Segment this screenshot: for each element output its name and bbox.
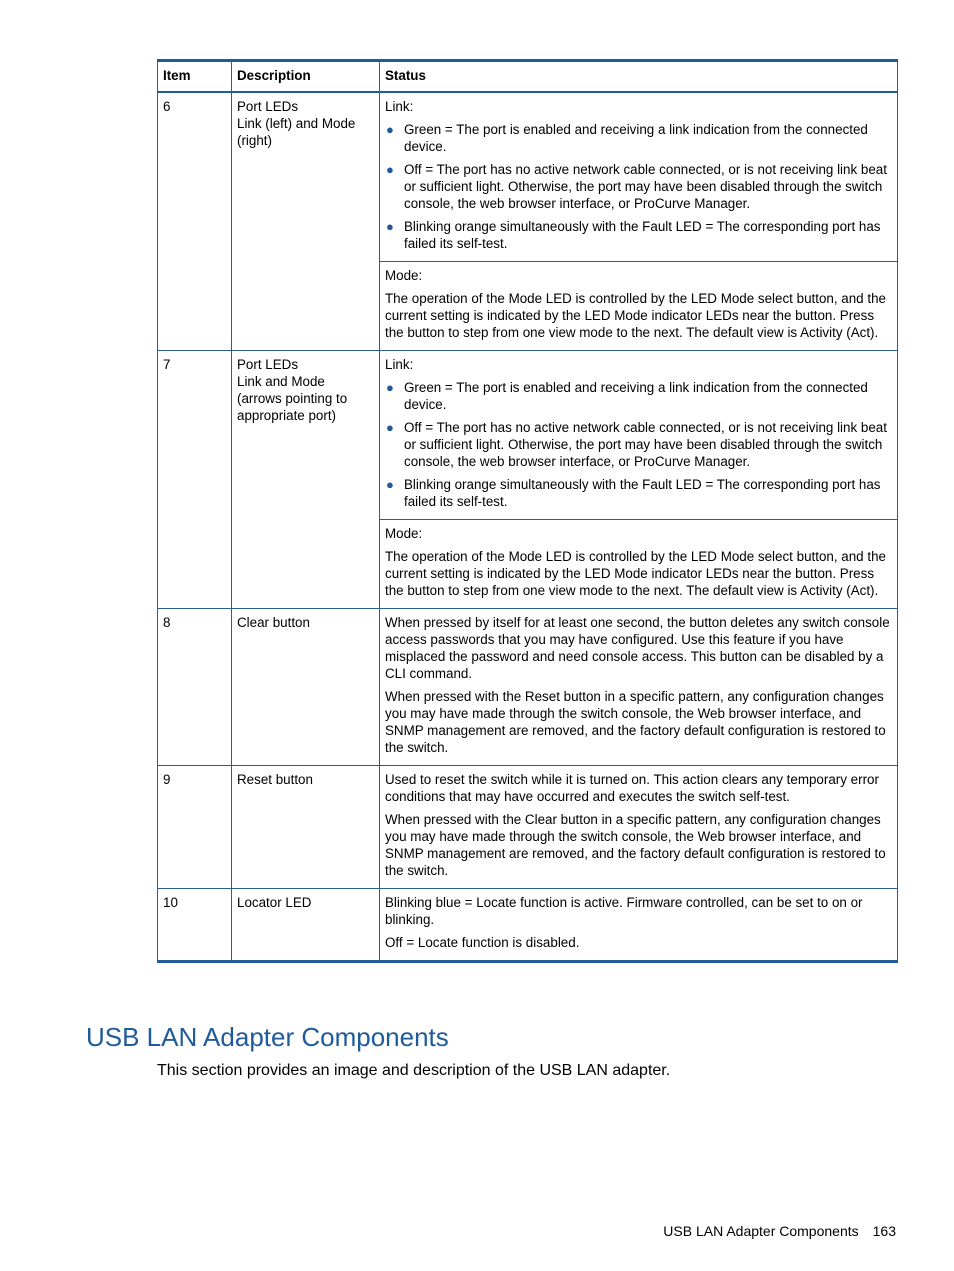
description-line: (right) [237, 133, 272, 148]
item-description [232, 609, 380, 766]
table-row-item-10 [158, 889, 898, 962]
description-line: Locator LED [237, 895, 312, 910]
status-cell [380, 889, 898, 962]
mode-label: Mode: [385, 526, 423, 541]
bullet-icon: ● [386, 162, 394, 177]
bullet-text: Blinking orange simultaneously with the Fault LED = The corresponding port has failed its self-test. [404, 219, 881, 251]
list-item [385, 419, 891, 470]
header-description: Description [232, 61, 380, 93]
item-number: 8 [158, 609, 232, 766]
list-item [385, 476, 891, 510]
item-number: 6 [158, 92, 232, 351]
bullet-icon: ● [386, 420, 394, 435]
item-description [232, 351, 380, 609]
section-heading: USB LAN Adapter Components [86, 1022, 449, 1052]
link-bullet-list [385, 379, 891, 510]
status-link-cell [380, 351, 898, 520]
bullet-icon: ● [386, 477, 394, 492]
description-line: (arrows pointing to [237, 391, 348, 406]
list-item [385, 161, 891, 212]
item-number: 7 [158, 351, 232, 609]
status-cell [380, 766, 898, 889]
description-line: Link (left) and Mode [237, 116, 356, 131]
section-intro: This section provides an image and description of the USB LAN adapter. [157, 1062, 671, 1079]
item-description [232, 766, 380, 889]
status-paragraph: When pressed with the Clear button in a specific pattern, any configuration changes you may have made through the switch console, the Web browser interface, and SNMP management are removed, and the factory default configuration is restored to the switch. [385, 812, 886, 878]
status-paragraph: Blinking blue = Locate function is active. Firmware controlled, can be set to on or blinking. [385, 895, 863, 927]
description-line: Link and Mode [237, 374, 325, 389]
header-item: Item [158, 61, 232, 93]
table-row-item-7-link [158, 351, 898, 520]
mode-text: The operation of the Mode LED is controlled by the LED Mode select button, and the current setting is indicated by the LED Mode indicator LEDs near the button. Press the button to step from one view mode to the next. The default view is Activity (Act). [385, 549, 886, 598]
description-line: Reset button [237, 772, 313, 787]
description-line: Port LEDs [237, 357, 299, 372]
footer-title: USB LAN Adapter Components [663, 1223, 859, 1239]
status-paragraph: Used to reset the switch while it is turned on. This action clears any temporary error conditions that may have occurred and executes the switch self-test. [385, 772, 879, 804]
list-item [385, 121, 891, 155]
mode-label: Mode: [385, 268, 423, 283]
header-status: Status [380, 61, 898, 93]
mode-text: The operation of the Mode LED is controlled by the LED Mode select button, and the current setting is indicated by the LED Mode indicator LEDs near the button. Press the button to step from one view mode to the next. The default view is Activity (Act). [385, 291, 886, 340]
list-item [385, 218, 891, 252]
status-mode-cell [380, 262, 898, 351]
item-description [232, 92, 380, 351]
bullet-text: Green = The port is enabled and receiving a link indication from the connected device. [404, 380, 868, 412]
status-link-cell [380, 92, 898, 262]
item-number: 10 [158, 889, 232, 962]
table-row-item-9 [158, 766, 898, 889]
link-label: Link: [385, 357, 414, 372]
table-header-row [158, 61, 898, 93]
bullet-text: Off = The port has no active network cable connected, or is not receiving link beat or sufficient light. Otherwise, the port may have been disabled through the switch console, the web browser interface, or ProCurve Manager. [404, 162, 887, 211]
link-label: Link: [385, 99, 414, 114]
link-bullet-list [385, 121, 891, 252]
description-line: Port LEDs [237, 99, 299, 114]
description-line: appropriate port) [237, 408, 336, 423]
description-line: Clear button [237, 615, 310, 630]
bullet-text: Green = The port is enabled and receiving a link indication from the connected device. [404, 122, 868, 154]
item-number: 9 [158, 766, 232, 889]
status-cell [380, 609, 898, 766]
page-footer [663, 1223, 896, 1239]
bullet-text: Blinking orange simultaneously with the Fault LED = The corresponding port has failed its self-test. [404, 477, 881, 509]
bullet-icon: ● [386, 380, 394, 395]
page-number: 163 [872, 1223, 896, 1239]
table-row-item-6-link [158, 92, 898, 262]
list-item [385, 379, 891, 413]
bullet-icon: ● [386, 219, 394, 234]
status-paragraph: When pressed by itself for at least one second, the button deletes any switch console access passwords that you may have configured. Use this feature if you have misplaced the password and need console access. This button can be disabled by a CLI command. [385, 615, 890, 681]
item-description [232, 889, 380, 962]
status-mode-cell [380, 520, 898, 609]
led-status-table [157, 59, 898, 963]
bullet-text: Off = The port has no active network cable connected, or is not receiving link beat or sufficient light. Otherwise, the port may have been disabled through the switch console, the web browser interface, or ProCurve Manager. [404, 420, 887, 469]
bullet-icon: ● [386, 122, 394, 137]
status-paragraph: When pressed with the Reset button in a specific pattern, any configuration changes you may have made through the switch console, the Web browser interface, and SNMP management are removed, and the factory default configuration is restored to the switch. [385, 689, 886, 755]
status-paragraph: Off = Locate function is disabled. [385, 935, 580, 950]
table-row-item-8 [158, 609, 898, 766]
